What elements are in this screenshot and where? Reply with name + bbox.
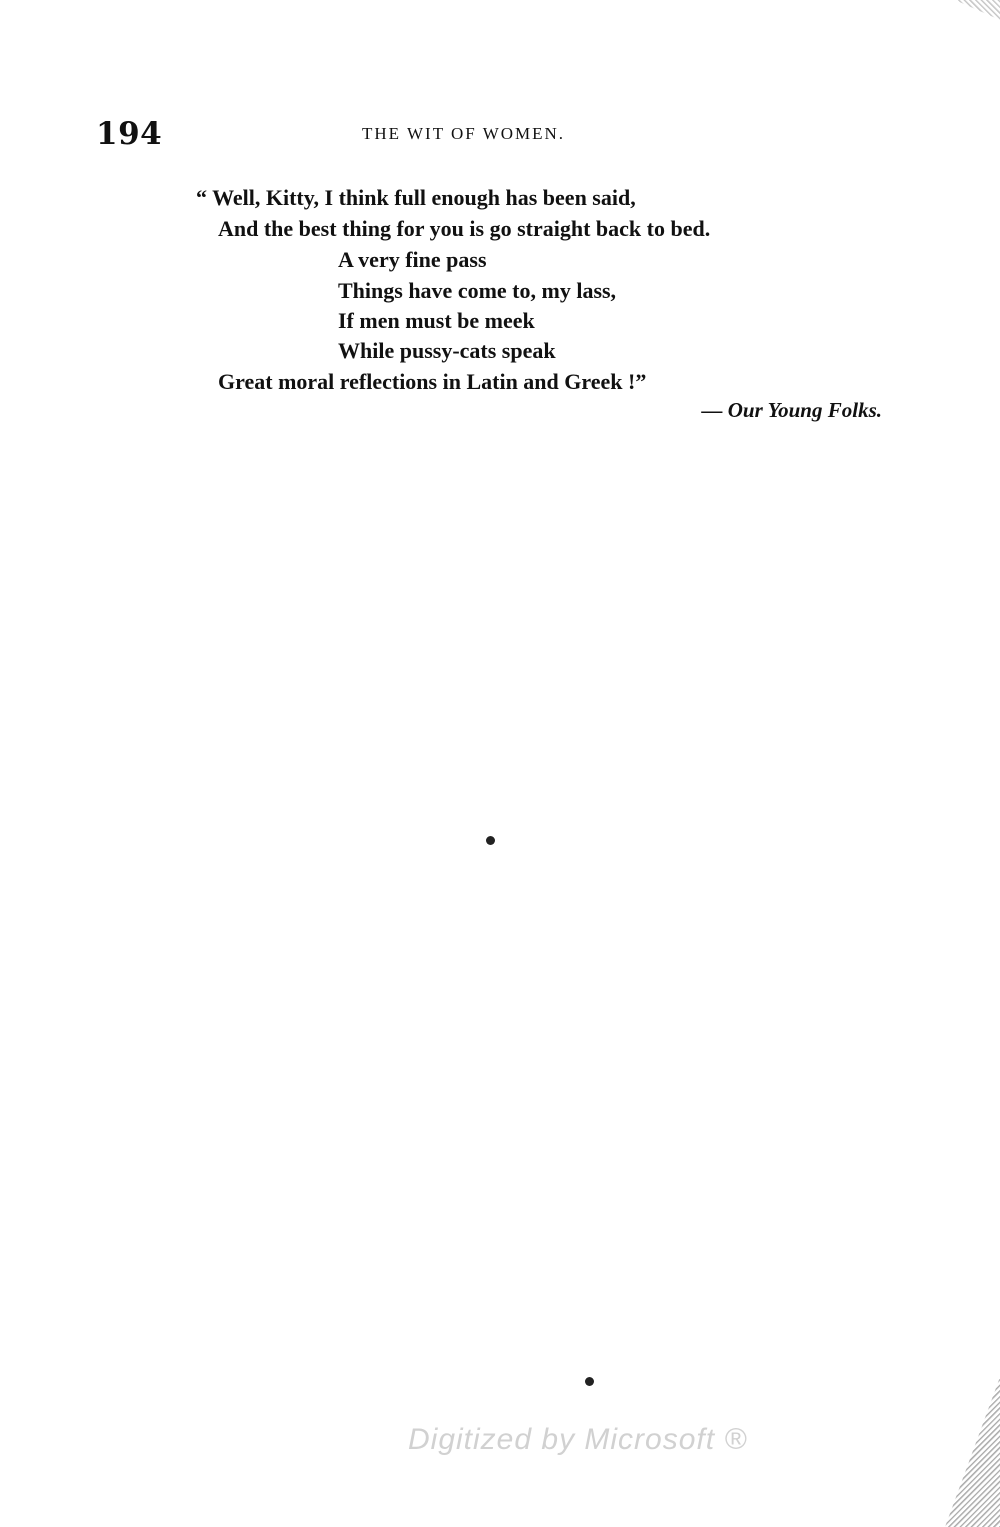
page-edge-shadow (945, 1377, 1000, 1527)
ink-speck (585, 1377, 594, 1386)
poem-line: If men must be meek (338, 308, 535, 333)
poem (0, 0, 1000, 460)
digitization-watermark: Digitized by Microsoft ® (408, 1423, 748, 1456)
page-number: 194 (96, 116, 163, 152)
running-title: THE WIT OF WOMEN. (362, 124, 566, 143)
poem-line: Things have come to, my lass, (338, 278, 617, 303)
attribution: — Our Young Folks. (701, 398, 882, 422)
poem-line: And the best thing for you is go straight back to bed. (218, 216, 711, 241)
poem-line: Great moral reflections in Latin and Greek !” (218, 369, 647, 394)
poem-line: While pussy-cats speak (338, 338, 556, 363)
poem-line: “ Well, Kitty, I think full enough has been said, (196, 185, 636, 210)
poem-line: A very fine pass (338, 247, 487, 272)
ink-speck (486, 836, 495, 845)
